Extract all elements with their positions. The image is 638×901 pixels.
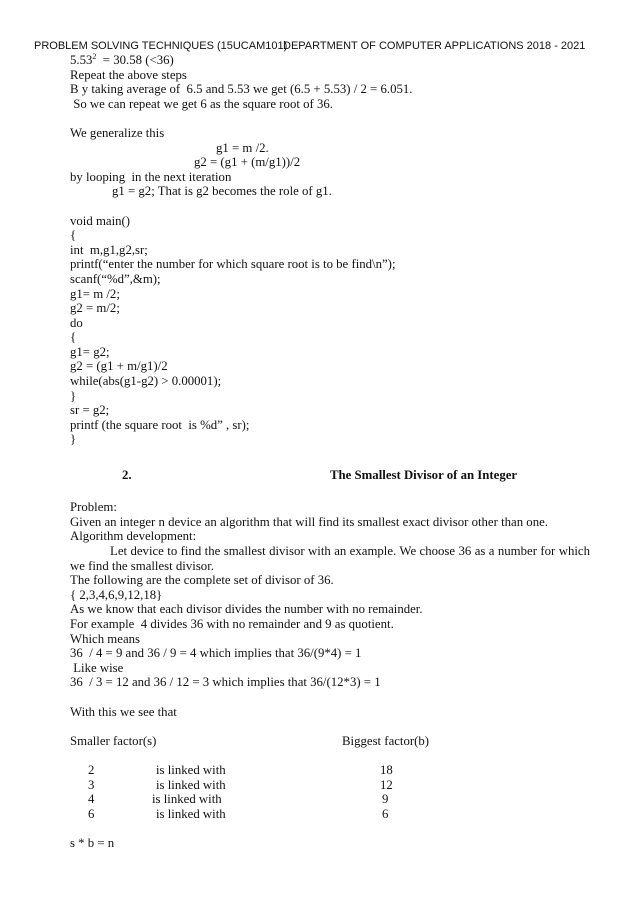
text-line: 36 / 4 = 9 and 36 / 9 = 4 which implies that 36/(9*4) = 1 [70, 646, 362, 661]
formula-line: g1 = m /2. [216, 140, 269, 155]
text-line: So we can repeat we get 6 as the square root of 36. [70, 96, 333, 111]
code-line: while(abs(g1-g2) > 0.00001); [70, 374, 222, 389]
code-line: sr = g2; [70, 403, 110, 418]
code-line: g2 = m/2; [70, 301, 120, 316]
text-line: Algorithm development: [70, 529, 197, 544]
column-header-big: Biggest factor(b) [342, 733, 430, 748]
section-heading [70, 468, 590, 486]
document-body [70, 53, 590, 850]
factor-table-header [70, 734, 590, 749]
code-line: g1= g2; [70, 344, 110, 359]
table-row: 3 is linked with 12 [88, 777, 393, 792]
text-line: Problem: [70, 500, 117, 515]
code-line: void main() [70, 213, 131, 228]
text-line: 5.53$^2$ = 30.58 (<36) [70, 52, 174, 67]
code-block [70, 214, 590, 448]
header-department: DEPARTMENT OF COMPUTER APPLICATIONS 2018 - 2021 [283, 40, 586, 52]
header-course: PROBLEM SOLVING TECHNIQUES (15UCAM101) [34, 40, 288, 52]
table-row: 6 is linked with 6 [88, 806, 389, 821]
column-header-small: Smaller factor(s) [70, 733, 157, 748]
paragraph: Let device to find the smallest divisor with an example. We choose 36 as a number for which we find the smallest divisor. [70, 544, 590, 573]
text-line: { 2,3,4,6,9,12,18} [70, 587, 163, 602]
text-line: by looping in the next iteration [70, 169, 232, 184]
code-line: { [70, 228, 77, 243]
code-line: int m,g1,g2,sr; [70, 242, 148, 257]
code-line: printf(“enter the number for which square root is to be find\n”); [70, 257, 396, 272]
code-line: { [70, 330, 77, 345]
factor-table [70, 734, 590, 822]
table-row: 4 is linked with 9 [88, 792, 389, 807]
text-line: Like wise [70, 660, 124, 675]
section-number: 2. [122, 467, 132, 482]
code-line: } [70, 388, 77, 403]
text-line: The following are the complete set of divisor of 36. [70, 573, 334, 588]
text-line: We generalize this [70, 125, 165, 140]
text-line: Which means [70, 631, 141, 646]
table-row: 2 is linked with 18 [88, 762, 393, 777]
text-line: 36 / 3 = 12 and 36 / 12 = 3 which implies that 36/(12*3) = 1 [70, 675, 381, 690]
code-line: g1= m /2; [70, 286, 120, 301]
text-line: Repeat the above steps [70, 67, 187, 82]
text-line: B y taking average of 6.5 and 5.53 we get (6.5 + 5.53) / 2 = 6.051. [70, 82, 413, 97]
formula-line: g2 = (g1 + (m/g1))/2 [194, 155, 301, 170]
text-line: g1 = g2; That is g2 becomes the role of g1. [112, 184, 332, 199]
formula-line: s * b = n [70, 835, 115, 850]
code-line: scanf(“%d”,&m); [70, 271, 161, 286]
text-line: As we know that each divisor divides the number with no remainder. [70, 602, 423, 617]
code-line: } [70, 432, 77, 447]
text-line: For example 4 divides 36 with no remainder and 9 as quotient. [70, 616, 394, 631]
text-line: Given an integer n device an algorithm that will find its smallest exact divisor other than one. [70, 514, 548, 529]
text-line: With this we see that [70, 704, 177, 719]
section-title: The Smallest Divisor of an Integer [330, 467, 518, 482]
code-line: g2 = (g1 + m/g1)/2 [70, 359, 168, 374]
code-line: do [70, 315, 83, 330]
code-line: printf (the square root is %d” , sr); [70, 417, 250, 432]
